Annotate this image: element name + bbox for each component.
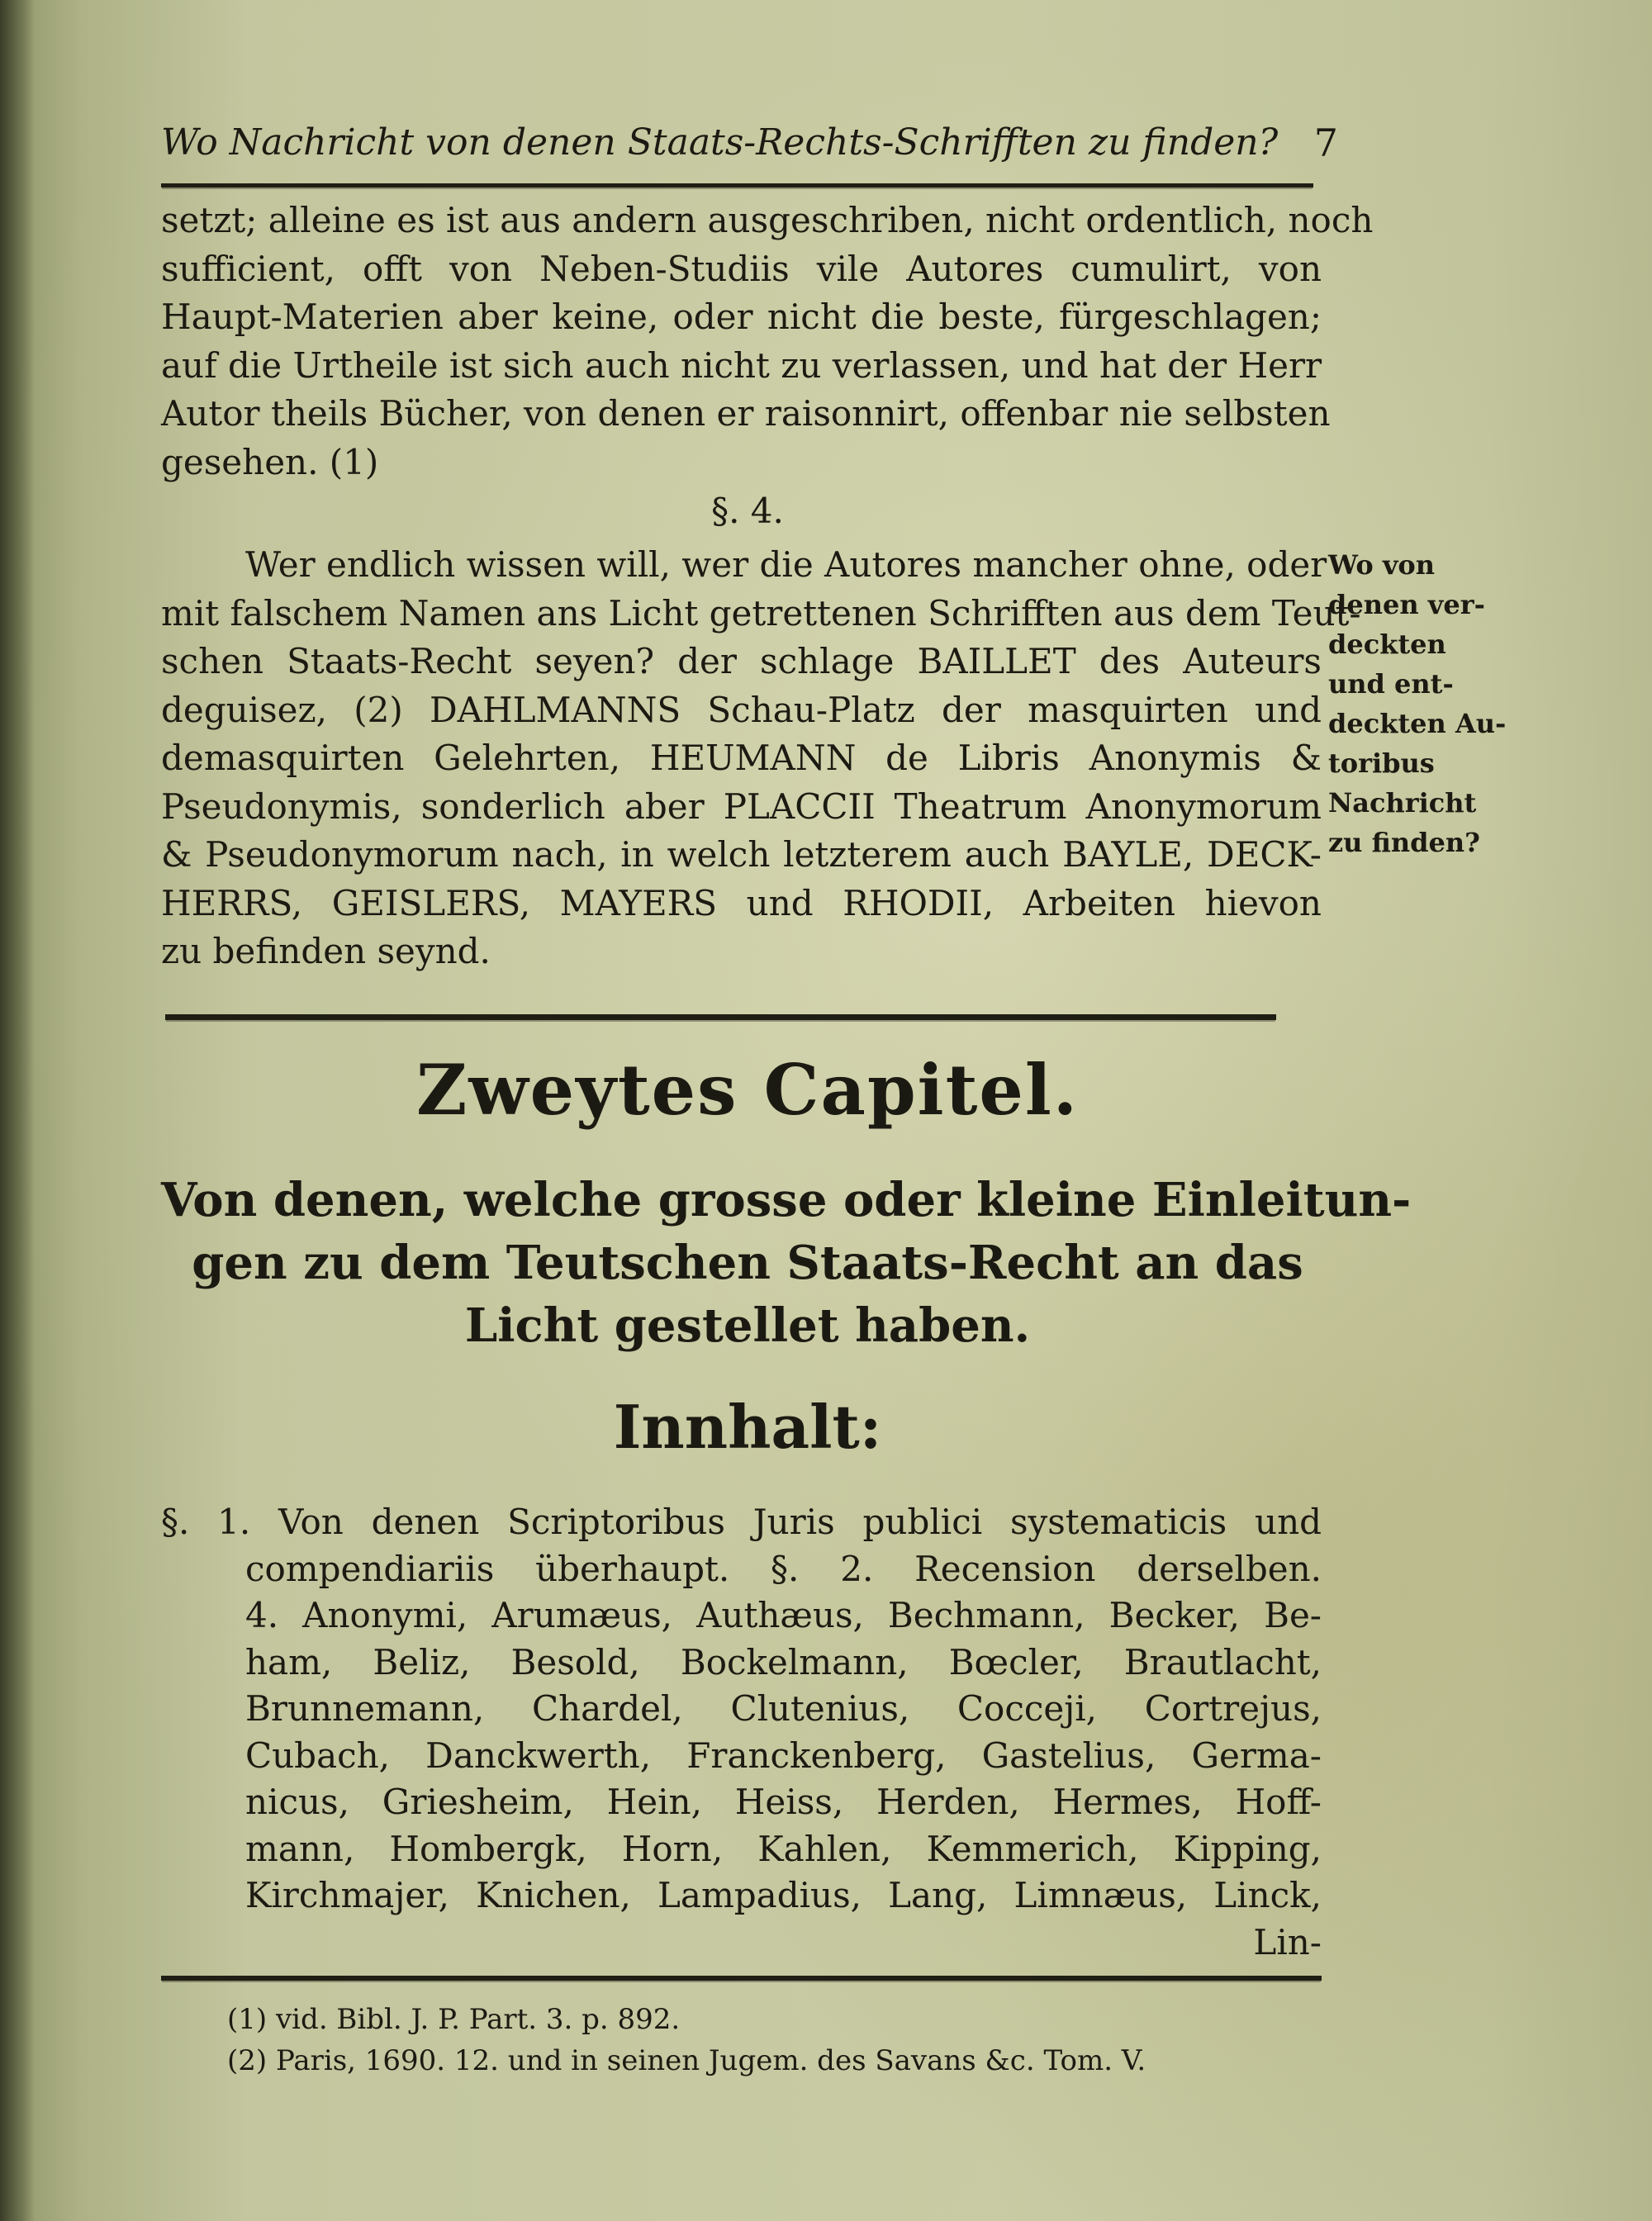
contents-line: mann, Hombergk, Horn, Kahlen, Kemmerich, Kipping,	[245, 1828, 1322, 1869]
text-line: gesehen. (1)	[161, 441, 379, 482]
text-line: Pseudonymis, sonderlich aber PLACCII Theatrum Anonymorum	[161, 785, 1322, 827]
text-line: Autor theils Bücher, von denen er raisonnirt, offenbar nie selbsten	[161, 393, 1331, 434]
footnote-rule	[161, 1976, 1322, 1981]
text-line: demasquirten Gelehrten, HEUMANN de Libris Anonymis &	[161, 738, 1322, 778]
text-line: & Pseudonymorum nach, in welch letzterem auch BAYLE, DECK-	[161, 834, 1322, 875]
text-line: zu befinden seynd.	[161, 931, 491, 971]
subtitle-line: Licht gestellet haben.	[464, 1298, 1031, 1353]
footnote: (2) Paris, 1690. 12. und in seinen Jugem. des Savans &c. Tom. V.	[227, 2044, 1146, 2077]
footnotes	[227, 1999, 1334, 2081]
section-4-mark: §. 4.	[711, 491, 784, 531]
margin-note-line: Nachricht	[1328, 787, 1477, 819]
text-line: schen Staats-Recht seyen? der schlage BAILLET des Auteurs	[161, 641, 1322, 681]
margin-note-line: Wo von	[1328, 549, 1436, 581]
text-line: auf die Urtheile ist sich auch nicht zu verlassen, und hat der Herr	[161, 344, 1322, 386]
contents-line: Kirchmajer, Knichen, Lampadius, Lang, Limnæus, Linck,	[245, 1875, 1322, 1915]
margin-note-line: denen ver-	[1328, 589, 1485, 620]
text-line: setzt; alleine es ist aus andern ausgeschriben, nicht ordentlich, noch	[161, 200, 1374, 240]
contents-heading: Innhalt:	[613, 1392, 882, 1462]
footnote: (1) vid. Bibl. J. P. Part. 3. p. 892.	[227, 2003, 681, 2036]
subtitle-line: gen zu dem Teutschen Staats-Recht an das	[192, 1236, 1303, 1290]
section-4-text	[161, 541, 1361, 976]
contents-line: Brunnemann, Chardel, Clutenius, Cocceji, Cortrejus,	[245, 1688, 1322, 1729]
contents-line: nicus, Griesheim, Hein, Heiss, Herden, Hermes, Hoff-	[245, 1782, 1322, 1822]
margin-note-line: zu finden?	[1328, 827, 1480, 858]
margin-note-line: und ent-	[1328, 668, 1454, 700]
text-line: deguisez, (2) DAHLMANNS Schau-Platz der masquirten und	[161, 689, 1322, 730]
text-line: Wer endlich wissen will, wer die Autores mancher ohne, oder	[245, 544, 1327, 585]
contents-line: compendiariis überhaupt. §. 2. Recension derselben.	[245, 1548, 1322, 1589]
text-line: HERRS, GEISLERS, MAYERS und RHODII, Arbeiten hievon	[161, 882, 1322, 923]
page-number: 7	[1313, 121, 1338, 165]
margin-note-line: deckten	[1328, 629, 1446, 660]
catchword: Lin-	[1253, 1921, 1322, 1962]
contents-line: ham, Beliz, Besold, Bockelmann, Bœcler, Brautlacht,	[245, 1641, 1322, 1682]
contents-line: 4. Anonymi, Arumæus, Authæus, Bechmann, Becker, Be-	[245, 1595, 1322, 1635]
margin-note	[1328, 545, 1507, 862]
chapter-divider-rule	[165, 1014, 1276, 1020]
chapter-subtitle	[161, 1169, 1412, 1357]
text-line: mit falschem Namen ans Licht getrettenen Schrifften aus dem Teut-	[161, 592, 1361, 634]
chapter-contents	[161, 1499, 1322, 1966]
contents-line: Cubach, Danckwerth, Franckenberg, Gastelius, Germa-	[245, 1735, 1322, 1776]
contents-line: §. 1. Von denen Scriptoribus Juris publici systematicis und	[161, 1502, 1322, 1542]
text-line: sufficient, offt von Neben-Studiis vile Autores cumulirt, von	[161, 248, 1322, 289]
book-binding-shadow	[0, 0, 35, 2221]
running-head: Wo Nachricht von denen Staats-Rechts-Schrifften zu finden?	[161, 121, 1279, 164]
section-3-continuation	[161, 197, 1374, 486]
text-line: Haupt-Materien aber keine, oder nicht die beste, fürgeschlagen;	[161, 297, 1322, 337]
header-rule	[161, 183, 1313, 187]
subtitle-line: Von denen, welche grosse oder kleine Einleitun-	[161, 1173, 1412, 1227]
margin-note-line: deckten Au-	[1328, 708, 1507, 739]
margin-note-line: toribus	[1328, 747, 1435, 779]
chapter-title: Zweytes Capitel.	[416, 1049, 1079, 1131]
